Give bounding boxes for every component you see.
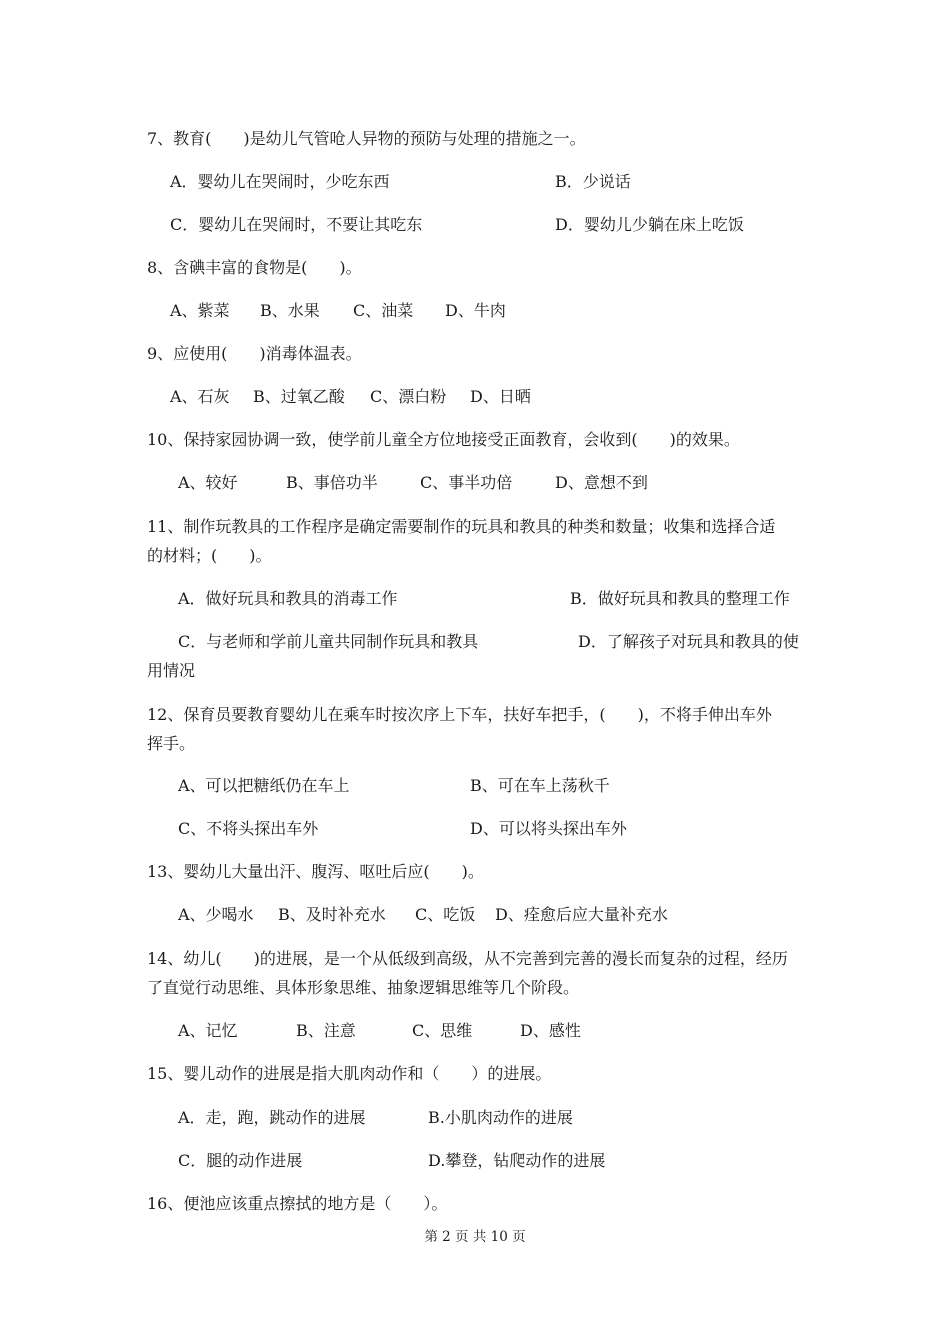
option-row	[0, 1146, 950, 1176]
option-row	[0, 167, 950, 197]
page-footer: 第 2 页 共 10 页	[424, 1229, 526, 1245]
option-a: A、少喝水	[178, 905, 254, 924]
option-b: B、可在车上荡秋千	[470, 776, 610, 795]
option-row	[0, 296, 950, 326]
question-stem: 15、婴儿动作的进展是指大肌肉动作和（ ）的进展。	[147, 1064, 552, 1083]
option-b: B．少说话	[555, 172, 631, 191]
option-b: B．做好玩具和教具的整理工作	[570, 589, 790, 608]
option-c: C、油菜	[353, 301, 414, 320]
option-row	[0, 210, 950, 240]
question-stem: 13、婴幼儿大量出汗、腹泻、呕吐后应( )。	[147, 862, 484, 881]
option-row	[0, 900, 950, 930]
option-c: C、不将头探出车外	[178, 819, 319, 838]
option-a: A、较好	[178, 473, 238, 492]
option-d: D.攀登，钻爬动作的进展	[428, 1151, 606, 1170]
question-stem-continued: 的材料；( )。	[147, 546, 272, 565]
question-stem-continued: 了直觉行动思维、具体形象思维、抽象逻辑思维等几个阶段。	[147, 978, 580, 997]
option-a: A、石灰	[170, 387, 230, 406]
option-d: D、可以将头探出车外	[470, 819, 627, 838]
option-b: B、事倍功半	[286, 473, 378, 492]
question-stem: 14、幼儿( )的进展，是一个从低级到高级，从不完善到完善的漫长而复杂的过程，经历	[147, 949, 788, 968]
option-row	[0, 382, 950, 412]
question-stem-continued: 挥手。	[147, 734, 196, 753]
option-c: C、事半功倍	[420, 473, 513, 492]
option-d: D、牛肉	[445, 301, 506, 320]
option-b: B.小肌肉动作的进展	[428, 1108, 573, 1127]
option-c: C、吃饭	[415, 905, 476, 924]
option-c: C、漂白粉	[370, 387, 447, 406]
option-row	[0, 814, 950, 844]
option-row	[0, 627, 950, 657]
option-c: C、思维	[412, 1021, 473, 1040]
option-a: A．走，跑，跳动作的进展	[178, 1108, 366, 1127]
option-d: D、意想不到	[555, 473, 648, 492]
option-c: C．婴幼儿在哭闹时，不要让其吃东	[170, 215, 423, 234]
option-a: A、记忆	[178, 1021, 238, 1040]
option-a: A．婴幼儿在哭闹时，少吃东西	[170, 172, 390, 191]
question-stem: 16、便池应该重点擦拭的地方是（ ）。	[147, 1194, 448, 1213]
option-row	[0, 1016, 950, 1046]
option-row	[0, 1103, 950, 1133]
option-wrap: 用情况	[147, 661, 196, 680]
option-d: D、感性	[520, 1021, 581, 1040]
option-a: A、可以把糖纸仍在车上	[178, 776, 350, 795]
option-d: D．婴幼儿少躺在床上吃饭	[555, 215, 744, 234]
option-row	[0, 468, 950, 498]
option-b: B、水果	[260, 301, 320, 320]
option-row	[0, 771, 950, 801]
question-stem: 8、含碘丰富的食物是( )。	[147, 258, 362, 277]
option-a: A．做好玩具和教具的消毒工作	[178, 589, 398, 608]
question-stem: 11、制作玩教具的工作程序是确定需要制作的玩具和教具的种类和数量；收集和选择合适	[147, 517, 776, 536]
option-b: B、注意	[296, 1021, 356, 1040]
option-b: B、过氧乙酸	[253, 387, 345, 406]
option-c: C．腿的动作进展	[178, 1151, 303, 1170]
question-stem: 9、应使用( )消毒体温表。	[147, 344, 362, 363]
question-stem: 7、教育( )是幼儿气管呛人异物的预防与处理的措施之一。	[147, 129, 586, 148]
option-c: C．与老师和学前儿童共同制作玩具和教具	[178, 632, 479, 651]
option-d: D．了解孩子对玩具和教具的使	[578, 632, 799, 651]
option-d: D、痊愈后应大量补充水	[495, 905, 668, 924]
option-a: A、紫菜	[170, 301, 230, 320]
question-stem: 10、保持家园协调一致，使学前儿童全方位地接受正面教育，会收到( )的效果。	[147, 430, 740, 449]
option-d: D、日晒	[470, 387, 531, 406]
question-stem: 12、保育员要教育婴幼儿在乘车时按次序上下车，扶好车把手，( )，不将手伸出车外	[147, 705, 772, 724]
option-row	[0, 584, 950, 614]
option-b: B、及时补充水	[278, 905, 386, 924]
